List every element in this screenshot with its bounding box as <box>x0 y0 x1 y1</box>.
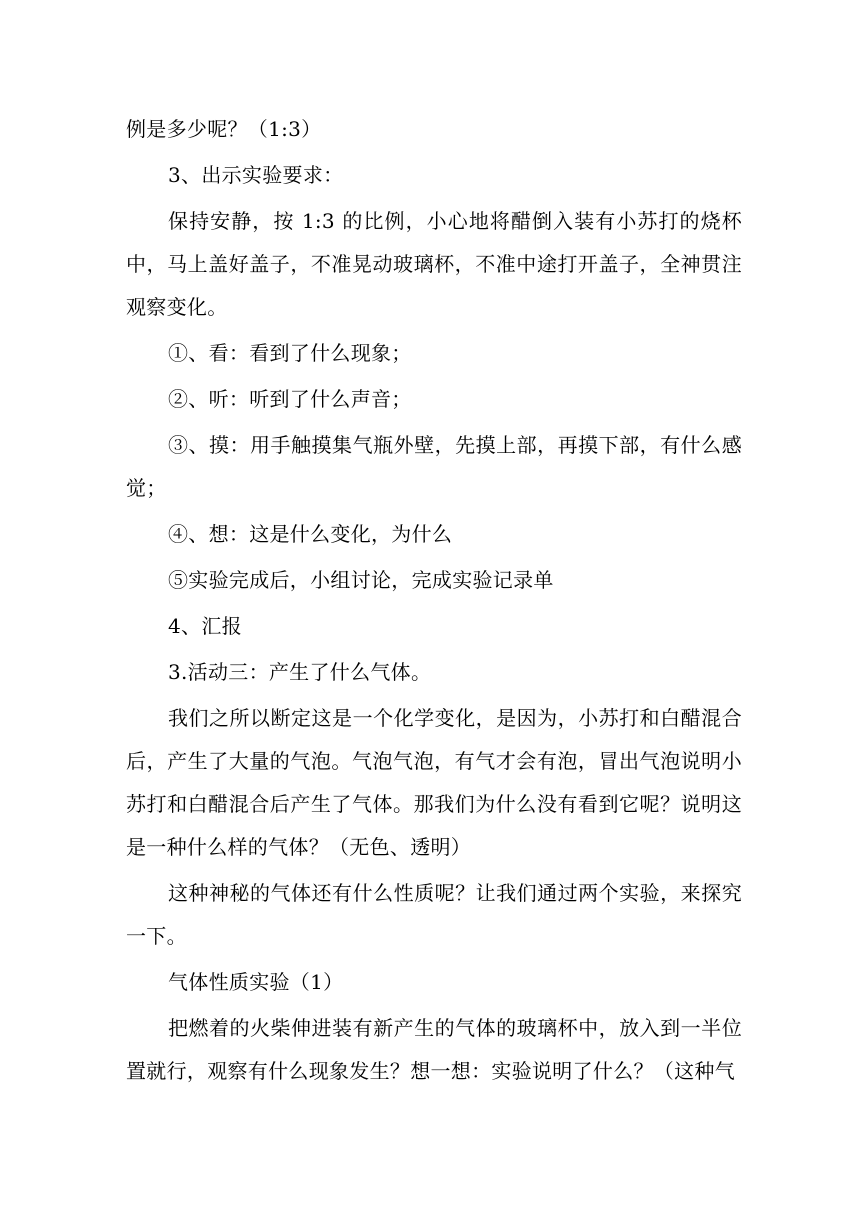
paragraph-report-heading: 4、汇报 <box>168 614 242 638</box>
paragraph-step-3-heading: 3、出示实验要求： <box>168 163 344 187</box>
paragraph-listen: ②、听：听到了什么声音； <box>168 387 412 411</box>
paragraph-look: ①、看：看到了什么现象； <box>168 341 412 365</box>
paragraph-experiment-requirements: 保持安静，按 1:3 的比例，小心地将醋倒入装有小苏打的烧杯中，马上盖好盖子，不准晃动玻璃杯，不准中途打开盖子，全神贯注观察变化。 <box>126 209 742 319</box>
paragraph-think: ④、想：这是什么变化，为什么 <box>168 522 453 546</box>
paragraph-continuation: 例是多少呢？（1:3） <box>126 117 322 141</box>
paragraph-match-experiment: 把燃着的火柴伸进装有新产生的气体的玻璃杯中，放入到一半位置就行，观察有什么现象发生？想一想：实验说明了什么？（这种气 <box>126 1016 742 1083</box>
paragraph-touch: ③、摸：用手触摸集气瓶外壁，先摸上部，再摸下部，有什么感觉； <box>126 433 742 500</box>
document-body <box>126 108 742 1096</box>
paragraph-activity-3-heading: 3.活动三：产生了什么气体。 <box>168 660 432 684</box>
paragraph-chemical-change: 我们之所以断定这是一个化学变化，是因为，小苏打和白醋混合后，产生了大量的气泡。气泡气泡，有气才会有泡，冒出气泡说明小苏打和白醋混合后产生了气体。那我们为什么没有看到它呢？说明这是一种什么样的气体？（无色、透明） <box>126 706 742 859</box>
paragraph-gas-experiment-1-heading: 气体性质实验（1） <box>168 970 344 994</box>
paragraph-gas-properties-intro: 这种神秘的气体还有什么性质呢？让我们通过两个实验，来探究一下。 <box>126 881 742 948</box>
paragraph-discussion: ⑤实验完成后，小组讨论，完成实验记录单 <box>168 568 554 592</box>
